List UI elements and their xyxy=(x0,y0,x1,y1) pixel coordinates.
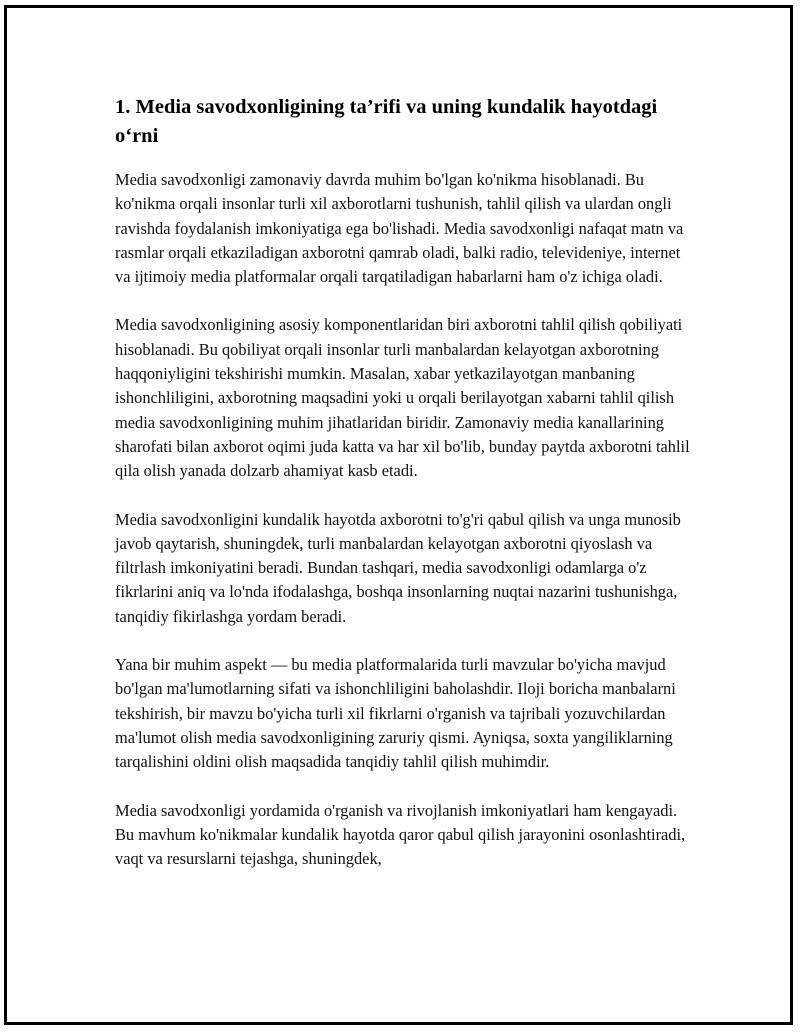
paragraph-5: Media savodxonligi yordamida o'rganish va rivojlanish imkoniyatlari ham kengayadi. Bu mavhum ko'nikmalar kundalik hayotda qaror qabul qilish jarayonini osonlashtiradi, vaqt va resurslarni tejashga, shuningdek, xyxy=(115,800,686,869)
paragraph-4: Yana bir muhim aspekt — bu media platformalarida turli mavzular bo'yicha mavjud bo'lgan ma'lumotlarning sifati va ishonchliligini baholashdir. Iloji boricha manbalarni tekshirish, bir mavzu bo'yicha turli xil fikrlarni o'rganish va tajribali yozuvchilardan ma'lumot olish media savodxonligining zaruriy qismi. Ayniqsa, soxta yangiliklarning tarqalishini oldini olish maqsadida tanqidiy tahlil qilish muhimdir. xyxy=(115,655,676,772)
document-body xyxy=(115,93,690,895)
paragraph-1: Media savodxonligi zamonaviy davrda muhim bo'lgan ko'nikma hisoblanadi. Bu ko'nikma orqali insonlar turli xil axborotlarni tushunish, tahlil qilish va ulardan ongli ravishda foydalanish imkoniyatiga ega bo'lishadi. Media savodxonligi nafaqat matn va rasmlar orqali etkaziladigan axborotni qamrab oladi, balki radio, televideniye, internet va ijtimoiy media platformalar orqali tarqatiladigan habarlarni ham o'z ichiga oladi. xyxy=(115,170,684,287)
paragraph-3: Media savodxonligini kundalik hayotda axborotni to'g'ri qabul qilish va unga munosib javob qaytarish, shuningdek, turli manbalardan kelayotgan axborotni qiyoslash va filtrlash imkoniyatini beradi. Bundan tashqari, media savodxonligi odamlarga o'z fikrlarini aniq va lo'nda ifodalashga, boshqa insonlarning nuqtai nazarini tushunishga, tanqidiy fikirlashga yordam beradi. xyxy=(115,509,681,626)
paragraph-2: Media savodxonligining asosiy komponentlaridan biri axborotni tahlil qilish qobiliyati hisoblanadi. Bu qobiliyat orqali insonlar turli manbalardan kelayotgan axborotning haqqoniyligini tekshirishi mumkin. Masalan, xabar yetkazilayotgan manbaning ishonchliligini, axborotning maqsadini yoki u orqali berilayotgan xabarni tahlil qilish media savodxonligining muhim jihatlaridan biridir. Zamonaviy media kanallarining sharofati bilan axborot oqimi juda katta va har xil bo'lib, bunday paytda axborotni tahlil qila olish yanada dolzarb ahamiyat kasb etadi. xyxy=(115,315,690,481)
section-heading: 1. Media savodxonligining ta’rifi va uning kundalik hayotdagi o‘rni xyxy=(115,96,658,147)
